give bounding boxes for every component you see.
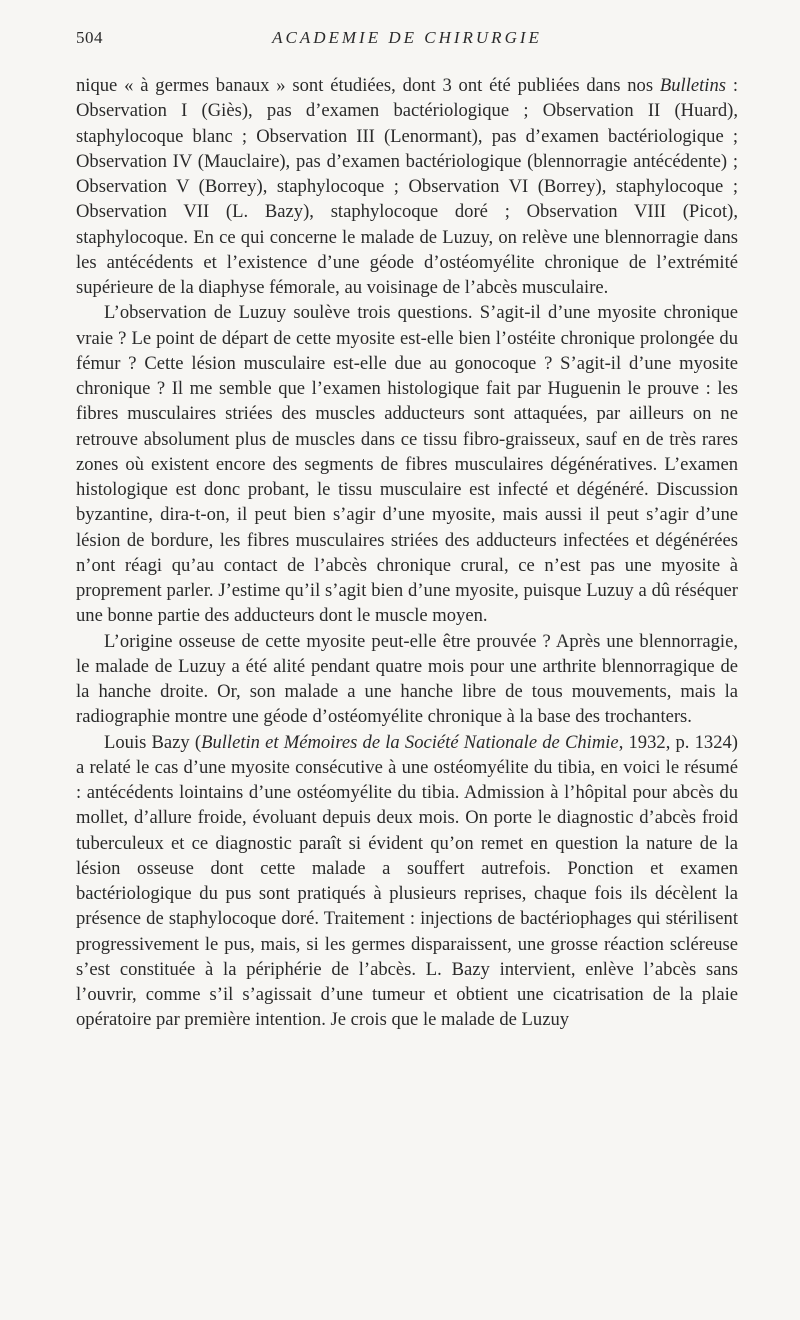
paragraph-3: L’origine osseuse de cette myosite peut-elle être prouvée ? Après une blennorragie, le malade de Luzuy a été alité pendant quatre mois pour une arthrite blennorragique de la hanche droite. Or, son malade a une hanche libre de tous mouvements, mais la radiographie montre une géode d’ostéomyélite chronique à la base des trochanters. [76,630,738,728]
paragraph-1-text-b: : Observation I (Giès), pas d’examen bactériologique ; Observation II (Huard), staphylocoque blanc ; Observation III (Lenormant), pas d’examen bactériologique ; Observation IV (Mauclaire), pas d’examen bactériologique (blennorragie antécédente) ; Observation V (Borrey), staphylocoque ; Observation VI (Borrey), staphylocoque ; Observation VII (L. Bazy), staphylocoque doré ; Observation VIII (Picot), staphylocoque. En ce qui concerne le malade de Luzuy, on relève une blennorragie dans les antécédents et l’existence d’une géode d’ostéomyélite chronique de l’extrémité supérieure de la diaphyse fémorale, au voisinage de l’abcès musculaire. [76,75,738,298]
paragraph-4 [76,730,738,1033]
page-number: 504 [76,28,103,47]
paragraph-4-text-a: Louis Bazy ( [104,731,202,753]
paragraph-1-text-a: nique « à germes banaux » sont étudiées, dont 3 ont été publiées dans nos [76,75,660,96]
page-header [76,28,738,52]
paragraph-1 [76,73,738,300]
paragraph-4-italic-citation: Bulletin et Mémoires de la Société Nationale de Chimie [201,731,619,753]
paragraph-2: L’observation de Luzuy soulève trois questions. S’agit-il d’une myosite chronique vraie ? Le point de départ de cette myosite est-elle bien l’ostéite chronique prolongée du fémur ? Cette lésion musculaire est-elle due au gonocoque ? S’agit-il d’une myosite chronique ? Il me semble que l’examen histologique fait par Huguenin le prouve : les fibres musculaires striées des muscles adducteurs sont attaquées, par ailleurs on ne retrouve absolument plus de muscles dans ce tissu fibro-graisseux, sauf en de très rares zones où existent encore des segments de fibres musculaires dégénératives. L’examen histologique est donc probant, le tissu musculaire est infecté et dégénéré. Discussion byzantine, dira-t-on, il peut bien s’agir d’une myosite, mais aussi il peut s’agir d’une lésion de bordure, les fibres musculaires striées des adducteurs infectées et dégénérées n’ont réagi qu’au contact de l’abcès chronique crural, ce n’est pas une myosite à proprement parler. J’estime qu’il s’agit bien d’une myosite, puisque Luzuy a dû réséquer une bonne partie des adducteurs dont le muscle moyen. [76,302,738,627]
running-head: ACADEMIE DE CHIRURGIE [272,28,542,47]
body-text [76,73,738,1033]
paragraph-4-text-b: , 1932, p. 1324) a relaté le cas d’une myosite consécutive à une ostéomyélite du tibia, en voici le résumé : antécédents lointains d’une ostéomyélite du tibia. Admission à l’hôpital pour abcès du mollet, d’allure froide, évoluant depuis deux mois. On porte le diagnostic d’abcès froid tuberculeux et ce diagnostic paraît si évident qu’on remet en question la nature de la lésion osseuse dont cette malade a souffert autrefois. Ponction et examen bactériologique du pus sont pratiqués à plusieurs reprises, chaque fois ils décèlent la présence de staphylocoque doré. Traitement : injections de bactériophages qui stérilisent progressivement le pus, mais, si les germes disparaissent, une grosse réaction scléreuse s’est constituée à la périphérie de l’abcès. L. Bazy intervient, enlève l’abcès sans l’ouvrir, comme s’il s’agissait d’une tumeur et obtient une cicatrisation de la plaie opératoire par première intention. Je crois que le malade de Luzuy [76,731,738,1031]
paragraph-1-italic-title: Bulletins [659,75,727,96]
